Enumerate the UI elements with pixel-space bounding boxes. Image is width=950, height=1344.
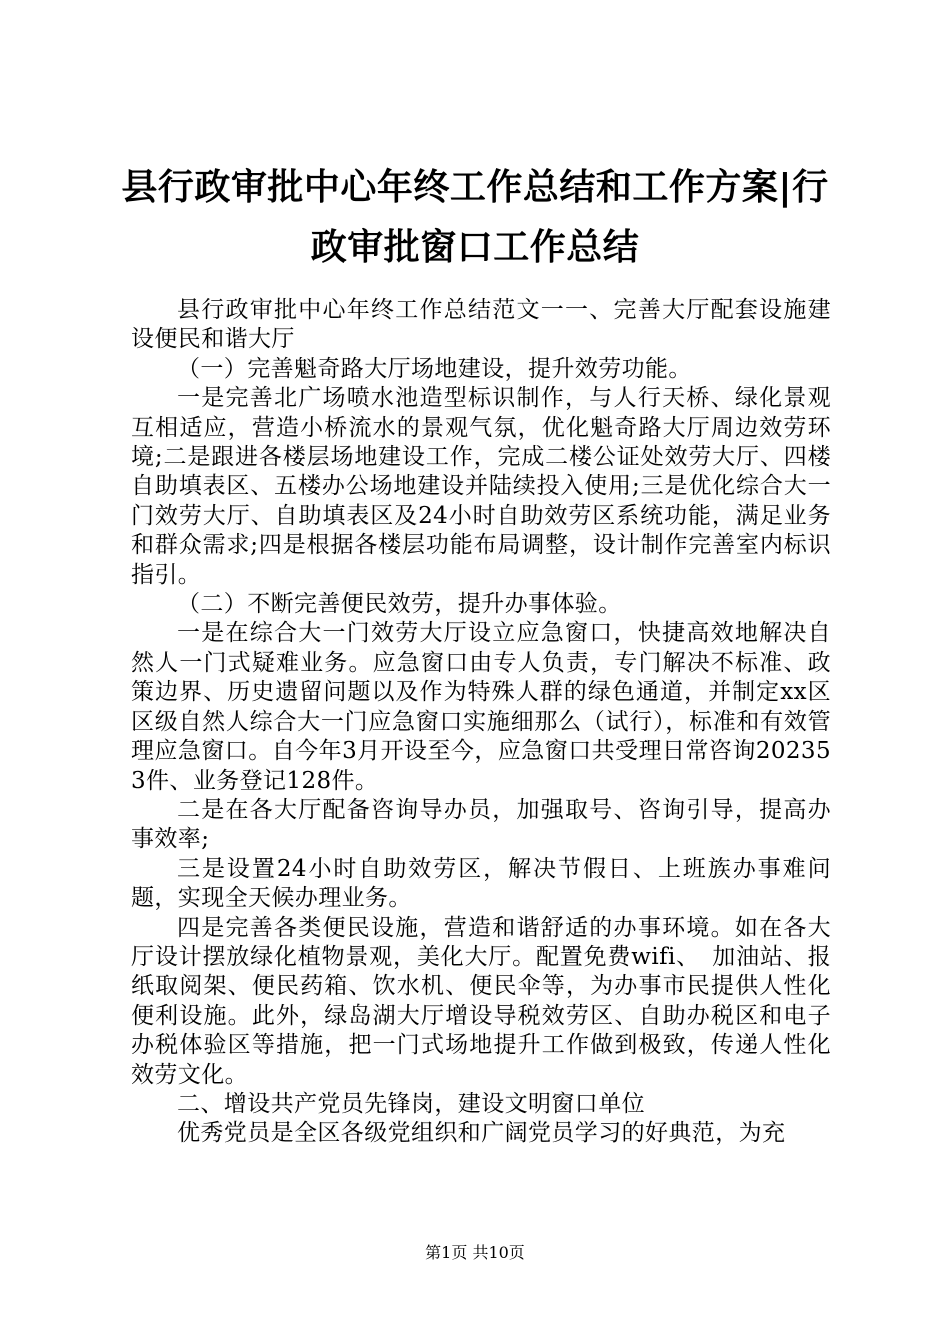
paragraph-party-members: 优秀党员是全区各级党组织和广阔党员学习的好典范，为充 [177,1120,786,1147]
document-title: 县行政审批中心年终工作总结和工作方案|行政审批窗口工作总结 [121,167,829,268]
paragraph-emergency-window: 一是在综合大一门效劳大厅设立应急窗口，快捷高效地解决自然人一门式疑难业务。应急窗口由专人负责，专门解决不标准、政策边界、历史遗留问题以及作为特殊人群的绿色通道，并制定xx区区级自然人综合大一门应急窗口实施细那么（试行），标准和有效管理应急窗口。自今年3月开设至今，应急窗口共受理日常咨询202353件、业务登记128件。 [131,620,831,794]
paragraph-part-2-heading: 二、增设共产党员先锋岗，建设文明窗口单位 [177,1090,645,1117]
paragraph-consult-guides: 二是在各大厅配备咨询导办员，加强取号、咨询引导，提高办事效率; [131,796,831,853]
paragraph-24h-service: 三是设置24小时自助效劳区，解决节假日、上班族办事难问题，实现全天候办理业务。 [131,855,831,912]
document-body [131,296,831,1149]
page-footer: 第1页 共10页 [425,1243,525,1262]
paragraph-section-2-heading: （二）不断完善便民效劳，提升办事体验。 [177,591,622,618]
paragraph-facilities: 四是完善各类便民设施，营造和谐舒适的办事环境。如在各大厅设计摆放绿化植物景观，美化大厅。配置免费wifi、 加油站、报纸取阅架、便民药箱、饮水机、便民伞等，为办事市民提供人性化便利设施。此外，绿岛湖大厅增设导税效劳区、自助办税区和电子办税体验区等措施，把一门式场地提升工作做到极致，传递人性化效劳文化。 [131,914,831,1088]
paragraph-section-1-heading: （一）完善魁奇路大厅场地建设，提升效劳功能。 [177,355,692,382]
paragraph-intro: 县行政审批中心年终工作总结范文一一、完善大厅配套设施建设便民和谐大厅 [131,297,831,353]
paragraph-section-1-body: 一是完善北广场喷水池造型标识制作，与人行天桥、绿化景观互相适应，营造小桥流水的景观气氛，优化魁奇路大厅周边效劳环境;二是跟进各楼层场地建设工作，完成二楼公证处效劳大厅、四楼自助填表区、五楼办公场地建设并陆续投入使用;三是优化综合大一门效劳大厅、自助填表区及24小时自助效劳区系统功能，满足业务和群众需求;四是根据各楼层功能布局调整，设计制作完善室内标识指引。 [131,385,831,588]
